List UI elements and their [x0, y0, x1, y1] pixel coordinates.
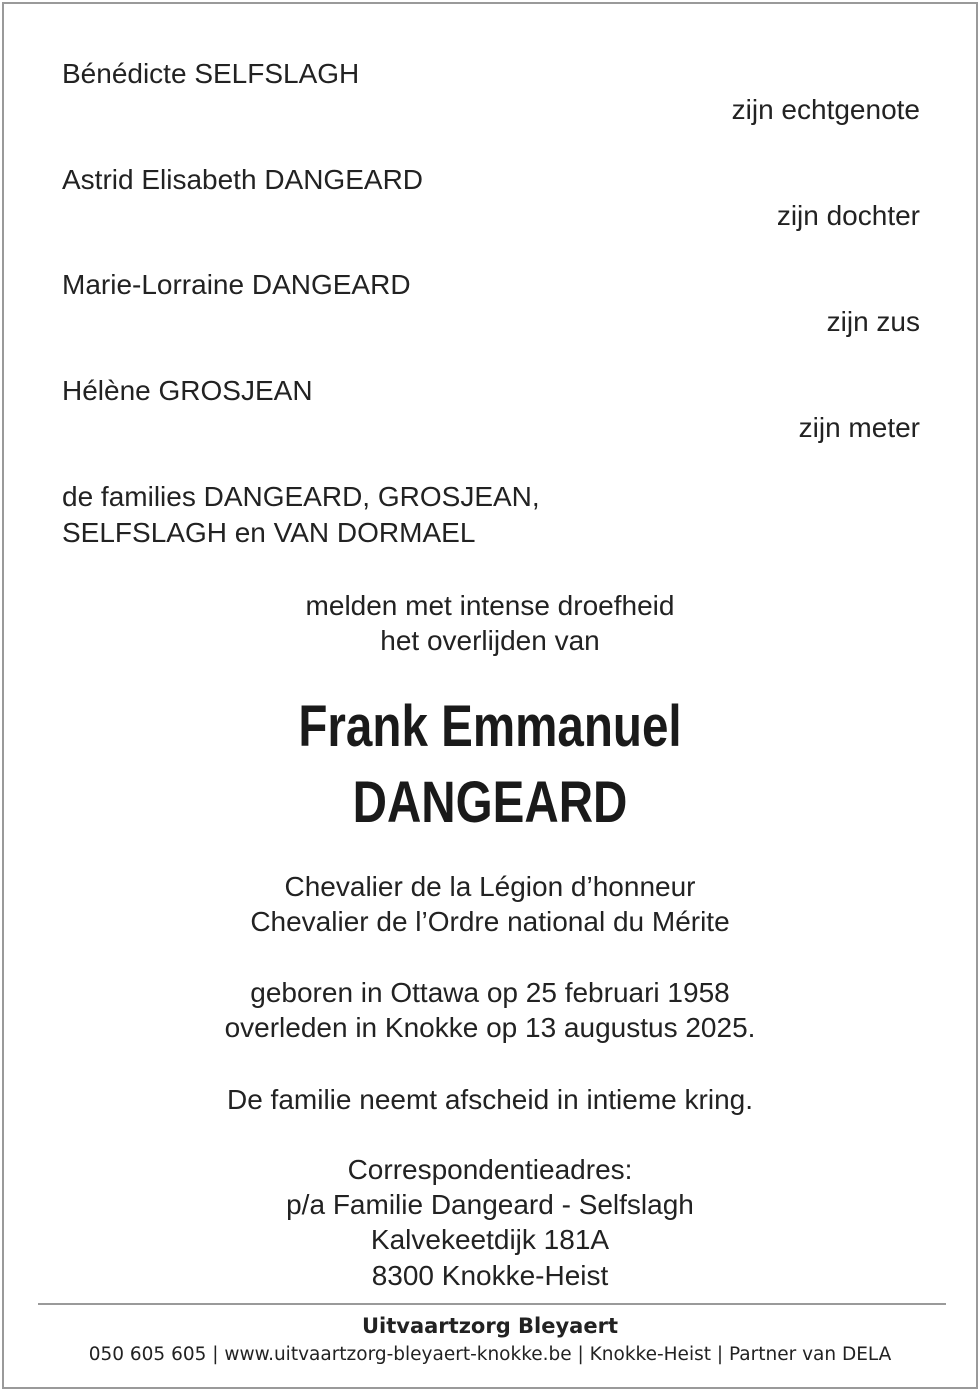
correspondence-heading: Correspondentieadres: [347, 1154, 633, 1185]
death-notice-card [2, 2, 978, 1389]
footer-divider [38, 1303, 946, 1305]
birth-date-line: geboren in Ottawa op 25 februari 1958 [250, 977, 730, 1008]
relative-relation: zijn meter [798, 412, 920, 443]
relative-relation: zijn zus [826, 306, 920, 337]
families-line: de families DANGEARD, GROSJEAN, [62, 481, 540, 512]
relative-name: Marie-Lorraine DANGEARD [62, 269, 411, 300]
deceased-surname: DANGEARD [352, 770, 628, 835]
correspondence-line: 8300 Knokke-Heist [371, 1260, 609, 1291]
correspondence-line: p/a Familie Dangeard - Selfslagh [286, 1189, 694, 1220]
death-date-line: overleden in Knokke op 13 augustus 2025. [224, 1012, 756, 1043]
correspondence-line: Kalvekeetdijk 181A [370, 1224, 610, 1255]
undertaker-contact: 050 605 605 | www.uitvaartzorg-bleyaert-knokke.be | Knokke-Heist | Partner van DELA [88, 1344, 892, 1365]
honour-line: Chevalier de la Légion d’honneur [284, 871, 696, 902]
families-line: SELFSLAGH en VAN DORMAEL [62, 517, 476, 548]
undertaker-name: Uitvaartzorg Bleyaert [361, 1314, 618, 1338]
announcement-line: melden met intense droefheid [305, 590, 675, 621]
relative-name: Hélène GROSJEAN [62, 375, 313, 406]
deceased-first-names: Frank Emmanuel [298, 694, 682, 759]
honour-line: Chevalier de l’Ordre national du Mérite [250, 906, 730, 937]
announcement-line: het overlijden van [380, 625, 600, 656]
farewell-line: De familie neemt afscheid in intieme kring. [226, 1084, 753, 1115]
relative-name: Bénédicte SELFSLAGH [62, 58, 360, 89]
relative-relation: zijn dochter [776, 200, 920, 231]
relative-name: Astrid Elisabeth DANGEARD [62, 164, 424, 195]
relative-relation: zijn echtgenote [731, 94, 920, 125]
